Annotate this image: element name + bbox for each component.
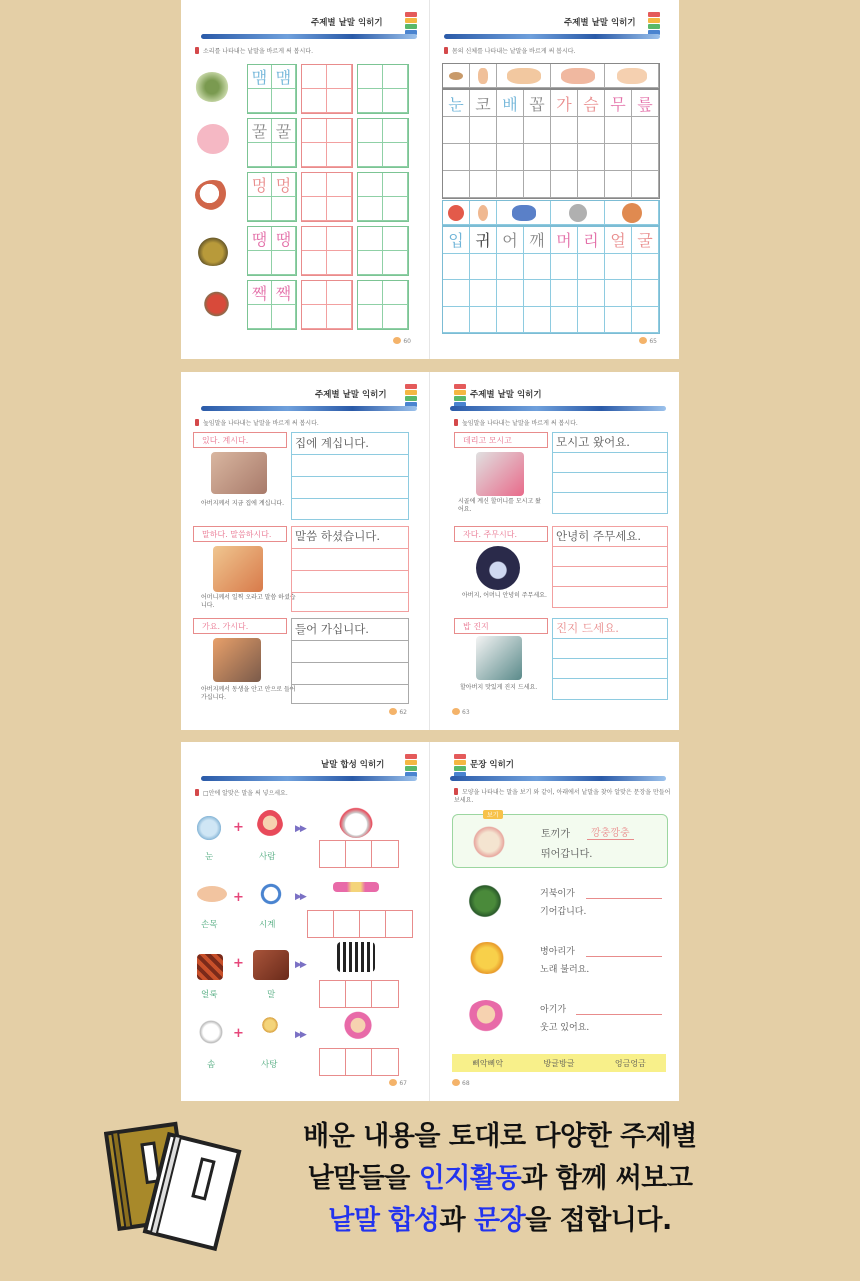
- body-grid-1[interactable]: [442, 89, 660, 199]
- writing-grid-1b[interactable]: [301, 64, 353, 114]
- word-label: 눈: [205, 852, 214, 862]
- grandmother-child-illustration: [476, 452, 524, 496]
- rabbit-icon: [471, 825, 507, 859]
- example-subject: 토끼가: [541, 829, 570, 840]
- cotton-candy-girl-icon: [343, 1010, 373, 1044]
- example-caption: 아버지, 어머니 안녕히 주무세요.: [462, 592, 547, 599]
- answer-line[interactable]: [586, 956, 662, 957]
- page-number: 67: [389, 1079, 407, 1087]
- answer-choice[interactable]: 방글방글: [543, 1058, 575, 1068]
- sentence-subject: 아기가: [540, 1005, 567, 1015]
- grid-char: 굴: [632, 227, 659, 254]
- word-label: 사탕: [261, 1060, 278, 1070]
- grid-char: 리: [578, 227, 605, 254]
- child-night-illustration: [476, 546, 520, 590]
- writing-grid-5b[interactable]: [301, 280, 353, 330]
- highlight-cognitive: 인지활동: [418, 1163, 522, 1194]
- plus-icon: +: [233, 956, 244, 971]
- writing-grid-5[interactable]: [247, 280, 297, 330]
- lollipop-icon: [261, 1016, 279, 1034]
- wave-divider: [201, 406, 417, 411]
- grid-char: 머: [551, 227, 578, 254]
- grid-char: 꿀: [248, 119, 272, 143]
- word-pair-label: 밥 진지: [454, 618, 548, 634]
- grid-char: 맴: [272, 65, 296, 89]
- grid-char: 꼽: [524, 90, 551, 117]
- writing-grid-2[interactable]: [247, 118, 297, 168]
- wave-divider: [444, 34, 660, 39]
- writing-grid-4[interactable]: [247, 226, 297, 276]
- bogi-badge: 보기: [483, 810, 503, 819]
- answer-line[interactable]: [586, 898, 662, 899]
- books-icon: [454, 754, 466, 778]
- example-caption: 시골에 계신 할머니를 모시고 왔어요.: [458, 498, 541, 513]
- arrow-icon: ▶▶: [295, 824, 305, 834]
- turtle-icon: [466, 884, 504, 918]
- instruction: □안에 알맞은 말을 써 넣으세요.: [195, 788, 288, 797]
- writing-grid-5c[interactable]: [357, 280, 409, 330]
- instruction: 높임말을 나타내는 낱말을 바르게 써 봅시다.: [195, 418, 319, 427]
- alarm-clock-icon: [259, 882, 283, 906]
- example-caption: 할아버지 맛있게 진지 드세요.: [460, 684, 538, 691]
- example-box: [452, 814, 668, 868]
- baby-icon: [466, 1000, 506, 1036]
- answer-boxes[interactable]: [319, 980, 399, 1008]
- writing-grid-4c[interactable]: [357, 226, 409, 276]
- writing-grid-4b[interactable]: [301, 226, 353, 276]
- books-icon: [405, 384, 417, 408]
- pig-icon: [197, 124, 229, 154]
- writing-grid-1c[interactable]: [357, 64, 409, 114]
- arrow-icon: ▶▶: [295, 1030, 305, 1040]
- answer-choice[interactable]: 삐악삐악: [472, 1058, 504, 1068]
- wave-divider: [201, 34, 417, 39]
- page-number: 65: [639, 337, 657, 345]
- arrow-icon: ▶▶: [295, 892, 305, 902]
- instruction: 모양을 나타내는 말을 보기 와 같이, 아래에서 낱말을 찾아 알맞은 문장을 만들어 보세요.: [454, 789, 671, 804]
- grid-char: 땡: [272, 227, 296, 251]
- answer-boxes[interactable]: [319, 1048, 399, 1076]
- snowflake-icon: [195, 814, 223, 842]
- caption-line-2: 낱말들을 인지활동과 함께 써보고: [307, 1163, 693, 1194]
- grid-char: 릎: [632, 90, 659, 117]
- page-number: 63: [452, 708, 470, 716]
- example-sentence: 들어 가십니다.: [295, 622, 369, 636]
- plus-icon: +: [233, 1026, 244, 1041]
- wristwatch-icon: [333, 882, 379, 892]
- page-title: 낱말 합성 익히기: [321, 760, 385, 770]
- caption-line-3: 낱말 합성과 문장을 접합니다.: [328, 1205, 672, 1236]
- page-number: 62: [389, 708, 407, 716]
- word-label: 솜: [207, 1060, 216, 1070]
- sentence-rest: 기어갑니다.: [540, 907, 587, 917]
- mouth-icon: [448, 205, 464, 221]
- wrist-icon: [197, 886, 227, 902]
- chicks-icon: [466, 942, 508, 974]
- ear-icon: [478, 205, 488, 221]
- page-number: 68: [452, 1079, 470, 1087]
- grid-char: 어: [497, 227, 524, 254]
- wave-divider: [201, 776, 417, 781]
- arrow-icon: ▶▶: [295, 960, 305, 970]
- grid-char: 깨: [524, 227, 551, 254]
- highlight-sentence: 문장: [473, 1205, 526, 1236]
- answer-boxes[interactable]: [319, 840, 399, 868]
- page-title: 문장 익히기: [470, 760, 515, 770]
- sentence-rest: 웃고 있어요.: [540, 1023, 590, 1033]
- body-picture-row-2: [442, 200, 660, 226]
- example-rest: 뛰어갑니다.: [541, 849, 593, 860]
- family-sofa-illustration: [211, 452, 267, 494]
- person-icon: [257, 810, 283, 842]
- writing-grid-2c[interactable]: [357, 118, 409, 168]
- belly-icon: [507, 68, 541, 84]
- cotton-icon: [197, 1018, 225, 1046]
- grid-char: 짹: [248, 281, 272, 305]
- word-label: 사람: [259, 852, 276, 862]
- zebra-icon: [337, 942, 375, 972]
- horse-icon: [253, 950, 289, 980]
- grid-char: 멍: [248, 173, 272, 197]
- word-pair-label: 가요. 가시다.: [193, 618, 287, 634]
- striped-pattern-icon: [197, 954, 223, 980]
- page-sentence-practice: [430, 742, 679, 1101]
- instruction: 소리를 나타내는 낱말을 바르게 써 봅시다.: [195, 46, 313, 55]
- books-icon: [454, 384, 466, 408]
- plus-icon: +: [233, 820, 244, 835]
- books-icon: [648, 12, 660, 36]
- body-grid-2[interactable]: [442, 226, 660, 334]
- word-pair-label: 말하다. 말씀하시다.: [193, 526, 287, 542]
- writing-grid-2b[interactable]: [301, 118, 353, 168]
- word-label: 시계: [259, 920, 276, 930]
- grid-char: 배: [497, 90, 524, 117]
- cicada-icon: [195, 72, 229, 102]
- page-compound-words: [181, 742, 430, 1101]
- example-caption: 아버지께서 지금 집에 계십니다.: [201, 500, 284, 507]
- spread-compound-sentence: [181, 742, 679, 1101]
- answer-line[interactable]: [576, 1014, 662, 1015]
- bottom-caption: [250, 1116, 750, 1242]
- page-title: 주제별 낱말 익히기: [470, 390, 542, 400]
- grid-char: 짹: [272, 281, 296, 305]
- page-number: 60: [393, 337, 411, 345]
- caption-line-1: 배운 내용을 토대로 다양한 주제별: [303, 1121, 697, 1152]
- knee-icon: [617, 68, 647, 84]
- sentence-rest: 노래 불러요.: [540, 965, 590, 975]
- bird-icon: [203, 290, 233, 318]
- grid-char: 입: [443, 227, 470, 254]
- example-sentence: 집에 계십니다.: [295, 436, 369, 450]
- page-body-words: [430, 0, 679, 359]
- bell-icon: [195, 236, 231, 266]
- writing-grid-3c[interactable]: [357, 172, 409, 222]
- eye-icon: [449, 72, 463, 80]
- books-icon: [405, 12, 417, 36]
- sentence-subject: 거북이가: [540, 889, 575, 899]
- plus-icon: +: [233, 890, 244, 905]
- books-stack-icon: [104, 1112, 244, 1252]
- grid-char: 코: [470, 90, 497, 117]
- example-sentence: 말씀 하셨습니다.: [295, 529, 381, 543]
- grid-char: 멍: [272, 173, 296, 197]
- page-title: 주제별 낱말 익히기: [564, 18, 636, 28]
- page-title: 주제별 낱말 익히기: [311, 18, 383, 28]
- instruction: 높임말을 나타내는 낱말을 바르게 써 봅시다.: [454, 418, 578, 427]
- instruction: 몸의 신체를 나타내는 낱말을 바르게 써 봅시다.: [444, 46, 575, 55]
- highlight-compound: 낱말 합성: [328, 1205, 440, 1236]
- grid-char: 슴: [578, 90, 605, 117]
- grid-char: 땡: [248, 227, 272, 251]
- grid-char: 무: [605, 90, 632, 117]
- wave-divider: [450, 776, 666, 781]
- grid-char: 맴: [248, 65, 272, 89]
- face-icon: [622, 203, 642, 223]
- word-pair-label: 자다. 주무시다.: [454, 526, 548, 542]
- writing-grid-1[interactable]: [247, 64, 297, 114]
- example-sentence: 진지 드세요.: [556, 621, 619, 635]
- writing-grid-3[interactable]: [247, 172, 297, 222]
- grid-char: 얼: [605, 227, 632, 254]
- example-answer: 깡충깡충: [587, 824, 634, 840]
- sentence-subject: 병아리가: [540, 947, 575, 957]
- dog-icon: [195, 180, 231, 210]
- father-child-illustration: [213, 638, 261, 682]
- spread-sound-body: [181, 0, 679, 359]
- body-picture-row-1: [442, 63, 660, 89]
- grid-char: 귀: [470, 227, 497, 254]
- snowman-icon: [339, 804, 373, 838]
- answer-choices: [452, 1054, 666, 1072]
- books-icon: [405, 754, 417, 778]
- shoulder-icon: [512, 205, 536, 221]
- page-honorifics-right: [430, 372, 679, 730]
- word-pair-label: 데리고 모시고: [454, 432, 548, 448]
- nose-icon: [478, 68, 488, 84]
- answer-boxes[interactable]: [307, 910, 413, 938]
- answer-choice[interactable]: 엉금엉금: [614, 1058, 646, 1068]
- spread-honorifics: [181, 372, 679, 730]
- mother-child-illustration: [213, 546, 263, 592]
- page-honorifics-left: [181, 372, 430, 730]
- word-label: 손목: [201, 920, 218, 930]
- example-caption: 어머니께서 일찍 오라고 말씀 하셨습니다.: [201, 594, 296, 609]
- grid-char: 가: [551, 90, 578, 117]
- grandfather-meal-illustration: [476, 636, 522, 680]
- grid-char: 눈: [443, 90, 470, 117]
- writing-grid-3b[interactable]: [301, 172, 353, 222]
- example-caption: 아버지께서 동생을 안고 안으로 들어 가십니다.: [201, 686, 296, 701]
- chest-icon: [561, 68, 595, 84]
- example-sentence: 모시고 왔어요.: [556, 435, 630, 449]
- word-pair-label: 있다. 계시다.: [193, 432, 287, 448]
- page-sound-words: [181, 0, 430, 359]
- word-label: 말: [267, 990, 276, 1000]
- wave-divider: [450, 406, 666, 411]
- word-label: 얼룩: [201, 990, 218, 1000]
- grid-char: 꿀: [272, 119, 296, 143]
- head-icon: [569, 204, 587, 222]
- page-title: 주제별 낱말 익히기: [315, 390, 387, 400]
- example-sentence: 안녕히 주무세요.: [556, 529, 642, 543]
